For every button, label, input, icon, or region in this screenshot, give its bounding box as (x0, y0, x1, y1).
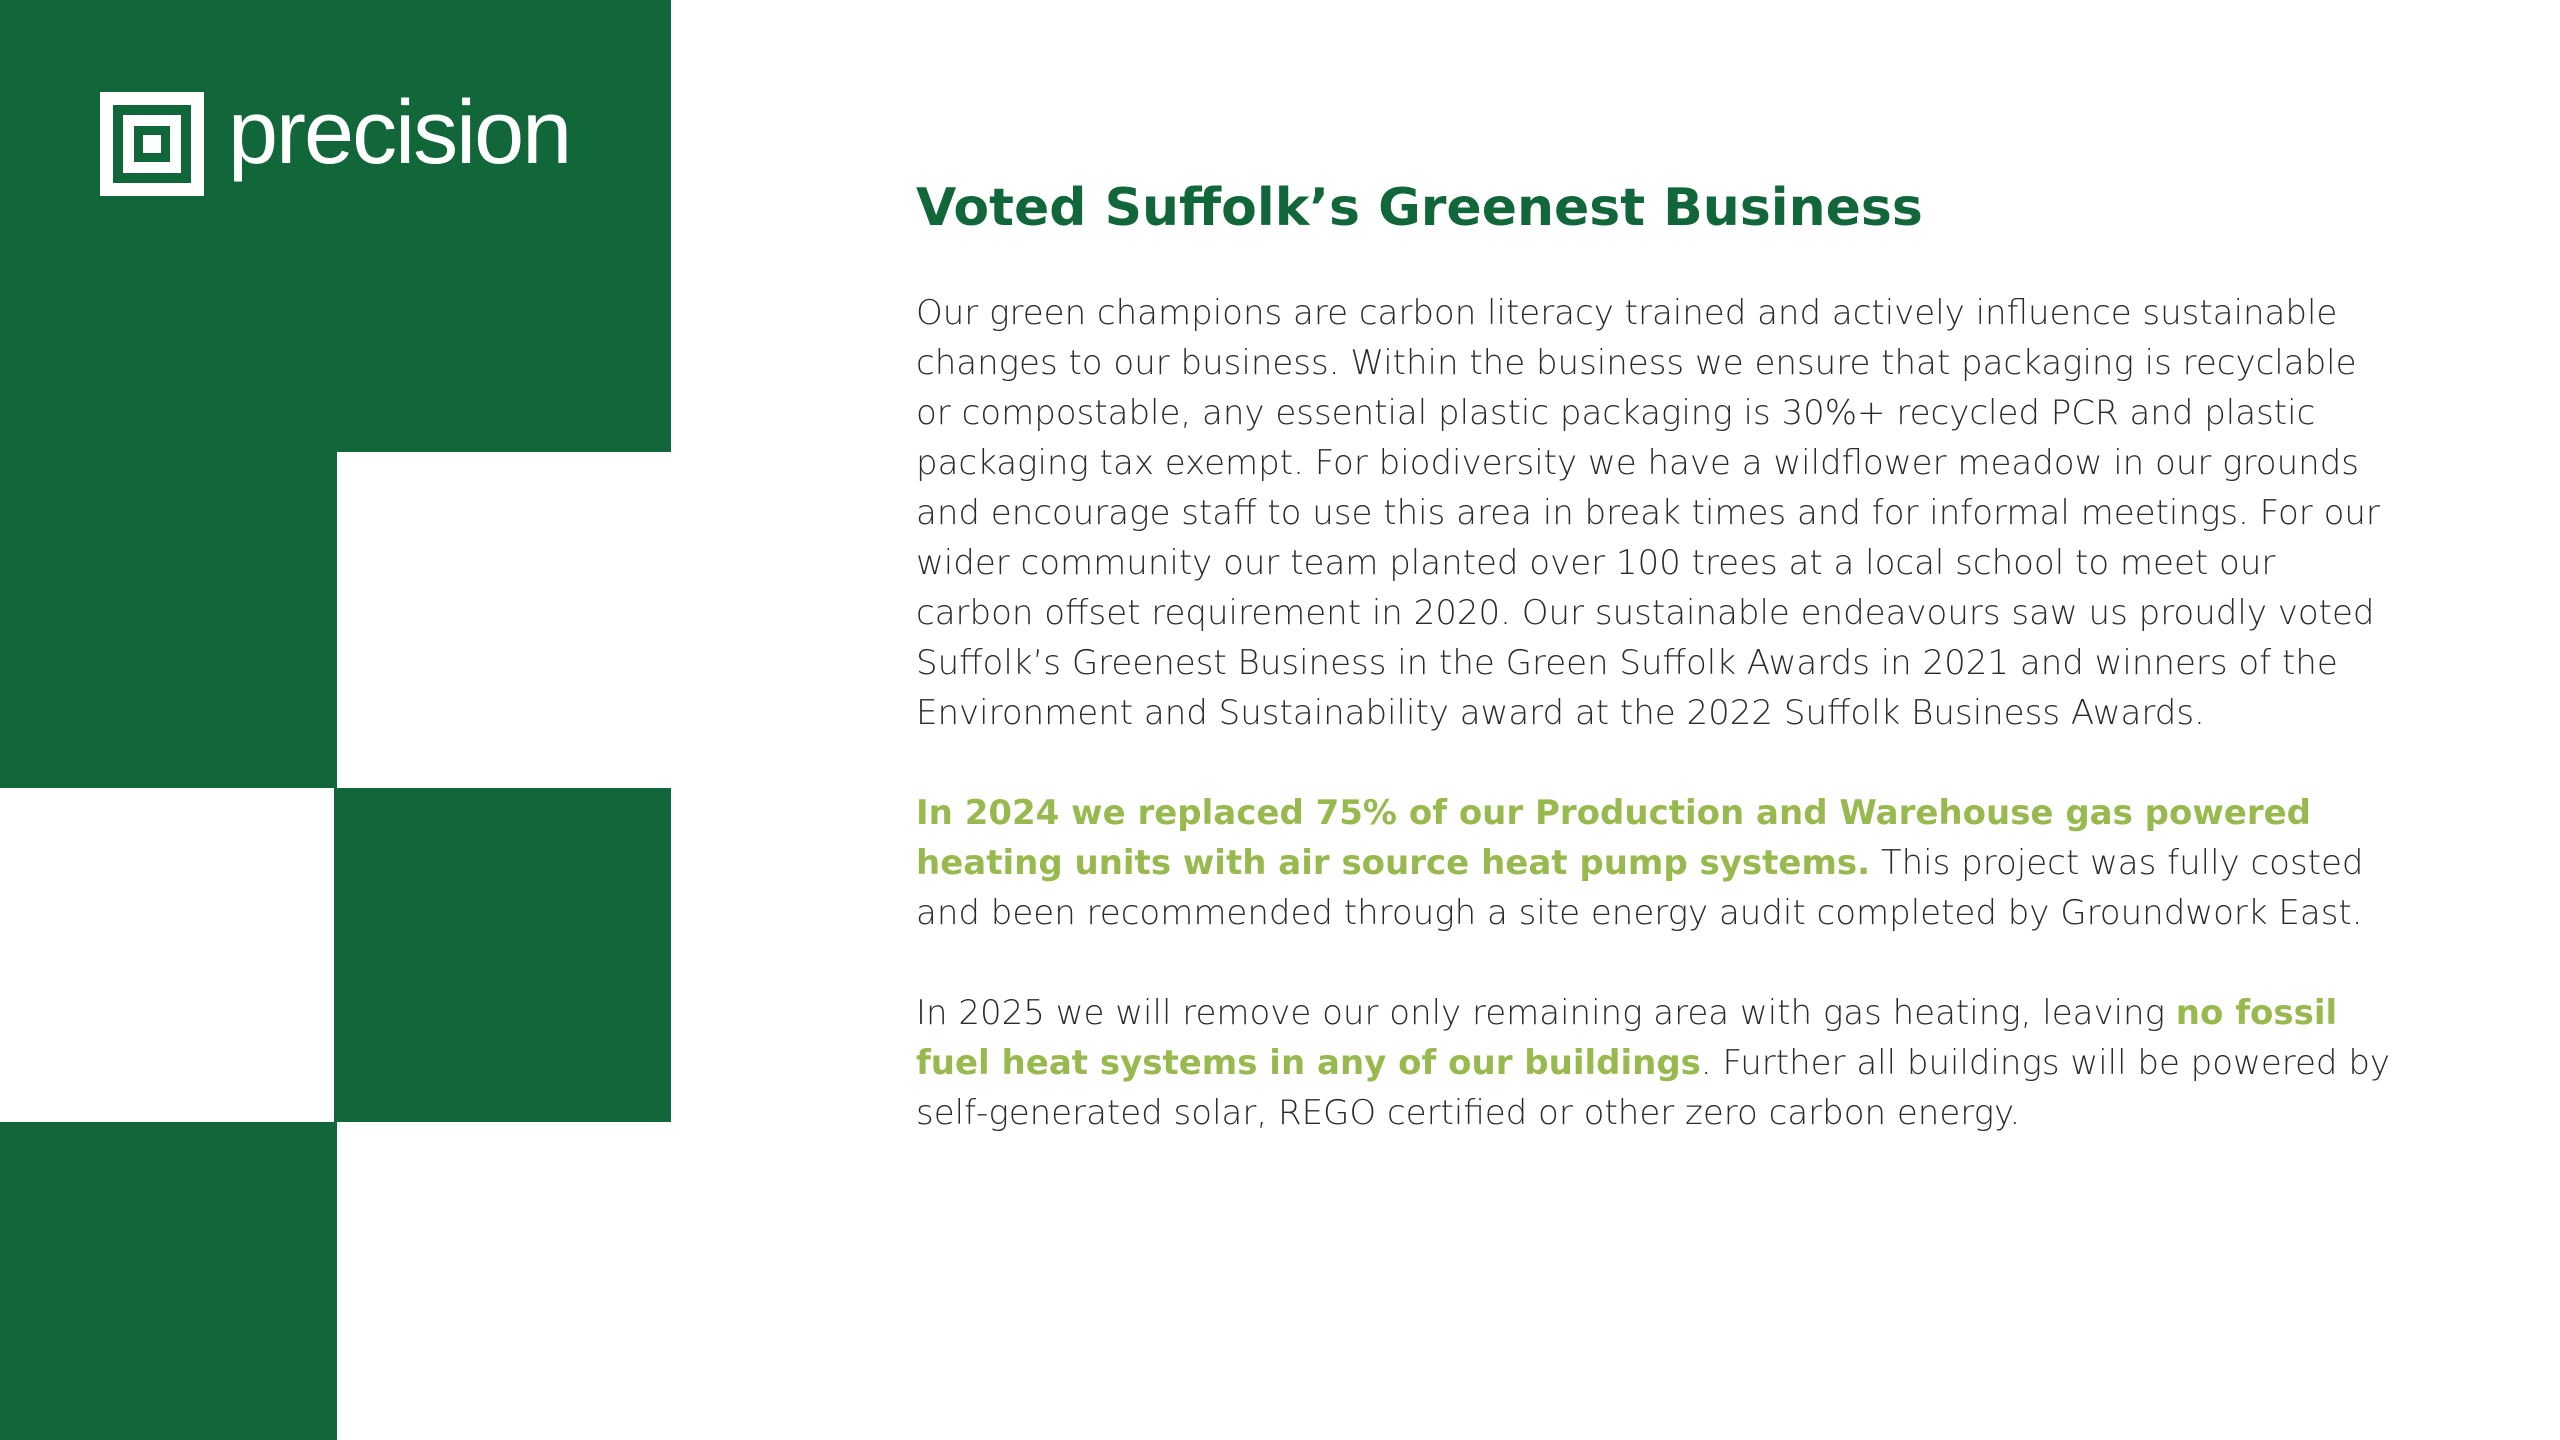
paragraph-text: . Further all buildings will be powered by self-generated solar, REGO certified or other zero carbon energy. (916, 1043, 2391, 1133)
brand-name: precision (228, 83, 571, 183)
paragraph-text: Our green champions are carbon literacy trained and actively influence sustainable changes to our business. Within the business we ensure that packaging is recyclable or compostable, any essential plastic packaging is 30%+ recycled PCR and plastic packaging tax exempt. For biodiversity we have a wildflower meadow in our grounds and encourage staff to use this area in break times and for informal meetings. For our wider community our team planted over 100 trees at a local school to meet our carbon offset requirement in 2020. Our sustainable endeavours saw us proudly voted Suffolk’s Greenest Business in the Green Suffolk Awards in 2021 and winners of the Environment and Sustainability award at the 2022 Suffolk Business Awards. (916, 293, 2380, 733)
page-title: Voted Suffolk’s Greenest Business (916, 178, 1923, 238)
green-block-top (0, 0, 671, 452)
paragraph-green-champions (916, 288, 2396, 738)
highlight-text: In 2024 we replaced 75% of our Production and Warehouse gas powered heating units with air source heat pump systems. (916, 793, 2312, 883)
paragraph-2024-heat-pumps (916, 788, 2396, 938)
paragraph-2025-plans (916, 988, 2396, 1138)
nested-square-icon (100, 92, 204, 196)
green-block-left-middle (0, 452, 337, 788)
paragraph-text: This project was fully costed and been recommended through a site energy audit completed by Groundwork East. (916, 843, 2364, 933)
green-block-right-middle (334, 788, 671, 1122)
main-content (916, 172, 2416, 1138)
paragraph-text: In 2025 we will remove our only remaining area with gas heating, leaving (916, 993, 2176, 1033)
green-block-bottom (0, 1122, 337, 1440)
highlight-text: no fossil fuel heat systems in any of our buildings (916, 993, 2338, 1083)
brand-logo (100, 83, 571, 196)
